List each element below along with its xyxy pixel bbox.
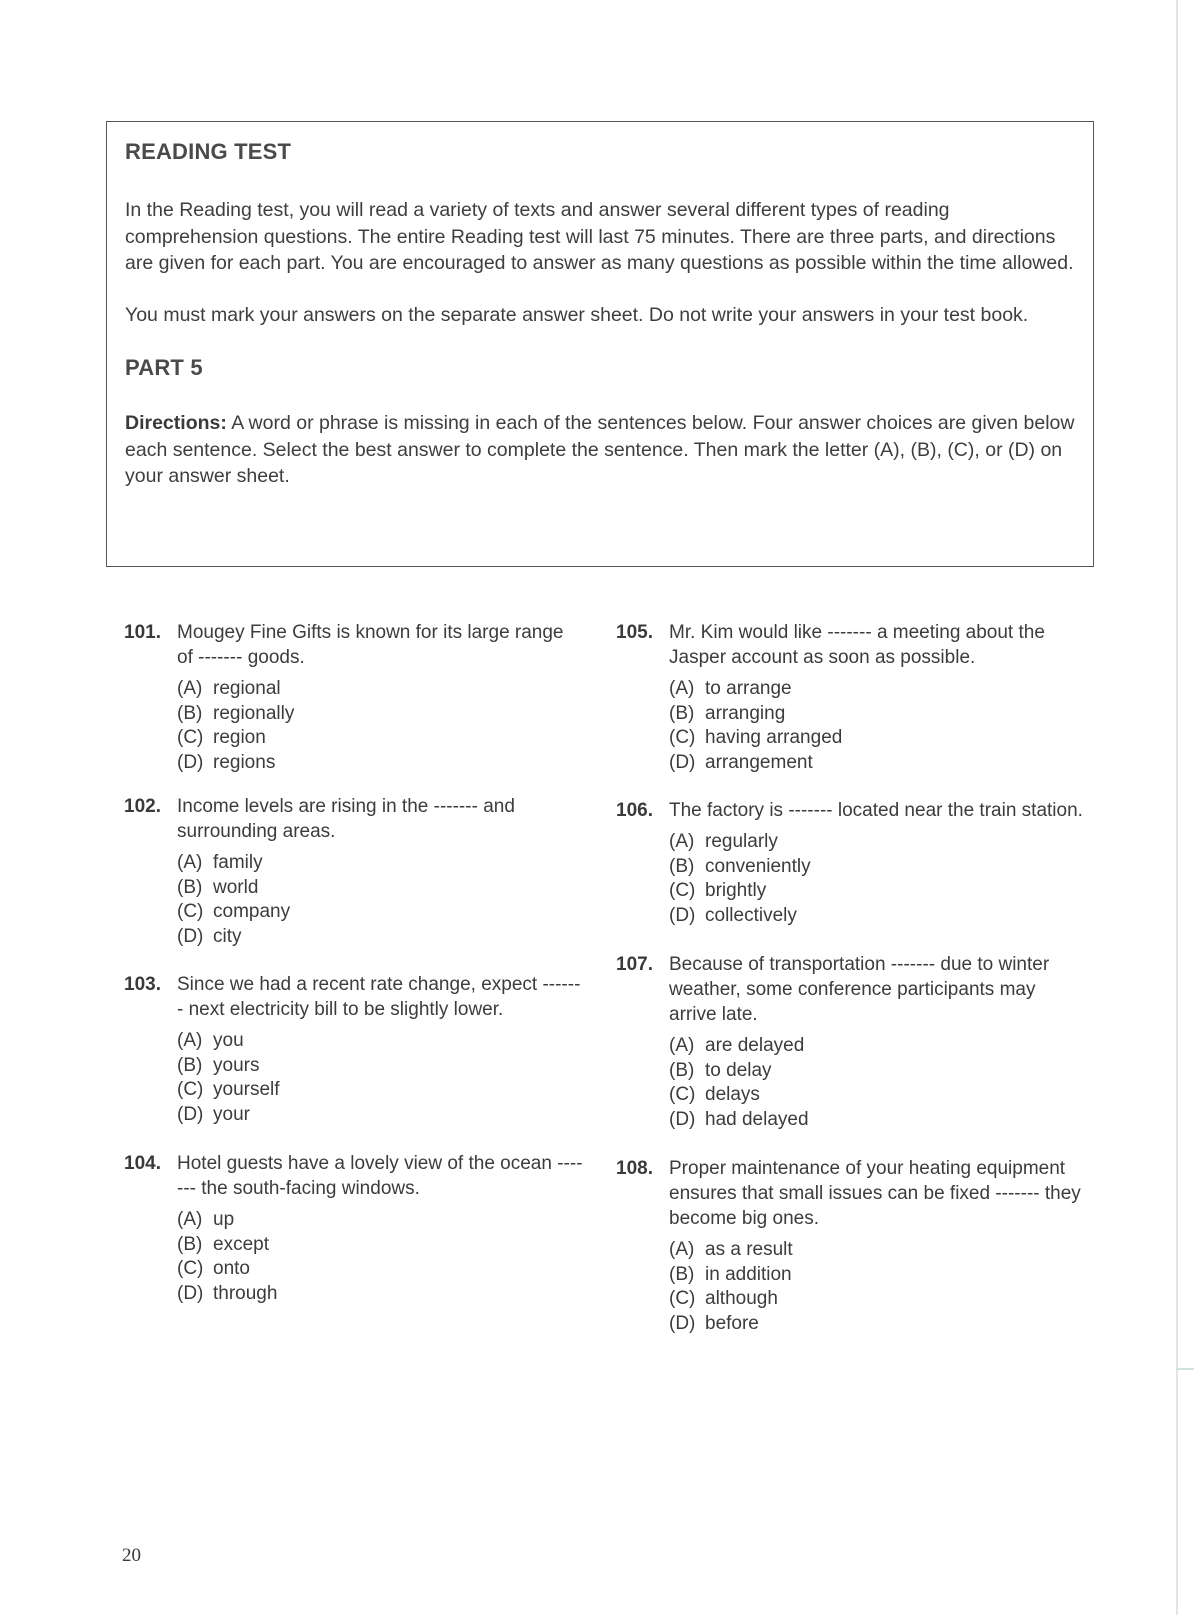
answer-option: [669, 1312, 1086, 1337]
question-101: [124, 620, 584, 775]
answer-option: [669, 1108, 1086, 1133]
question-number: 106.: [616, 800, 653, 821]
option-letter: (D): [177, 925, 204, 947]
option-letter: (D): [177, 751, 204, 773]
option-text: before: [705, 1312, 759, 1334]
question-text: Proper maintenance of your heating equipment ensures that small issues can be fixed ------- they become big ones.: [669, 1158, 1081, 1229]
option-text: as a result: [705, 1239, 793, 1260]
question-104: [124, 1151, 584, 1306]
answer-option: [177, 1282, 584, 1307]
option-letter: (C): [669, 880, 696, 901]
page-number: 20: [122, 1545, 141, 1566]
option-text: having arranged: [705, 727, 843, 748]
option-letter: (C): [177, 727, 204, 748]
answer-option: [177, 702, 584, 727]
reading-test-intro-box: [106, 121, 1094, 567]
option-letter: (C): [177, 1079, 204, 1100]
question-number: 107.: [616, 954, 653, 975]
option-text: yourself: [213, 1079, 280, 1100]
option-text: your: [213, 1103, 250, 1125]
option-letter: (C): [669, 1084, 696, 1105]
directions-paragraph: [125, 410, 1075, 490]
question-text: Hotel guests have a lovely view of the ocean ------- the south-facing windows.: [177, 1153, 583, 1199]
answer-option: [177, 1029, 584, 1054]
answer-option: [177, 1257, 584, 1282]
questions-right-column: [616, 620, 1086, 1357]
option-letter: (B): [669, 1059, 695, 1081]
option-letter: (D): [669, 1108, 696, 1130]
option-letter: (B): [669, 855, 695, 877]
option-letter: (A): [177, 678, 203, 699]
question-108: [616, 1156, 1086, 1336]
option-text: regional: [213, 678, 281, 699]
option-letter: (B): [177, 702, 203, 724]
option-text: city: [213, 925, 242, 947]
answer-option: [669, 1287, 1086, 1312]
answer-option: [177, 751, 584, 776]
answer-option: [669, 1059, 1086, 1084]
option-letter: (D): [177, 1282, 204, 1304]
option-text: up: [213, 1209, 235, 1230]
question-106: [616, 798, 1086, 928]
option-text: had delayed: [705, 1108, 809, 1130]
answer-option: [177, 1233, 584, 1258]
option-letter: (A): [669, 678, 695, 699]
question-number: 101.: [124, 622, 161, 643]
question-text: Mougey Fine Gifts is known for its large range of ------- goods.: [177, 622, 564, 668]
option-letter: (C): [177, 901, 204, 922]
option-text: yours: [213, 1054, 260, 1076]
answer-option: [669, 1083, 1086, 1108]
question-105: [616, 620, 1086, 775]
question-text: The factory is ------- located near the train station.: [669, 800, 1083, 821]
answer-option: [669, 879, 1086, 904]
option-text: collectively: [705, 904, 797, 926]
answer-option: [177, 726, 584, 751]
option-text: except: [213, 1233, 269, 1255]
question-107: [616, 952, 1086, 1132]
answer-option: [669, 830, 1086, 855]
option-text: regions: [213, 751, 276, 773]
option-letter: (D): [669, 751, 696, 773]
option-text: arrangement: [705, 751, 813, 773]
option-letter: (C): [177, 1258, 204, 1279]
option-letter: (C): [669, 1288, 696, 1309]
option-text: conveniently: [705, 855, 811, 877]
option-text: to arrange: [705, 678, 792, 699]
question-number: 103.: [124, 974, 161, 995]
option-text: are delayed: [705, 1035, 805, 1056]
intro-paragraph: In the Reading test, you will read a variety of texts and answer several different types of reading comprehension questions. The entire Reading test will last 75 minutes. There are three parts, and directions are given for each part. You are encouraged to answer as many questions as possible within the time allowed.: [125, 199, 1074, 274]
answer-option: [669, 855, 1086, 880]
option-text: in addition: [705, 1263, 792, 1285]
answer-option: [669, 1238, 1086, 1263]
answer-option: [669, 726, 1086, 751]
question-number: 102.: [124, 796, 161, 817]
answer-option: [177, 1208, 584, 1233]
option-text: brightly: [705, 880, 767, 901]
directions-text: A word or phrase is missing in each of the sentences below. Four answer choices are given below each sentence. Select the best answer to complete the sentence. Then mark the letter (A), (B), (C), or (D) on your answer sheet.: [125, 412, 1075, 487]
option-text: regionally: [213, 702, 295, 724]
question-text: Since we had a recent rate change, expect ------- next electricity bill to be slightly lower.: [177, 974, 581, 1020]
option-letter: (B): [669, 1263, 695, 1285]
option-letter: (A): [177, 1209, 203, 1230]
option-text: regularly: [705, 831, 778, 852]
answer-option: [669, 904, 1086, 929]
option-letter: (A): [177, 852, 203, 873]
answer-option: [669, 1034, 1086, 1059]
answer-option: [177, 876, 584, 901]
answer-option: [177, 851, 584, 876]
answer-option: [177, 677, 584, 702]
questions-left-column: [124, 620, 584, 1327]
answer-option: [669, 702, 1086, 727]
option-letter: (B): [177, 876, 203, 898]
option-text: delays: [705, 1084, 760, 1105]
option-letter: (D): [669, 1312, 696, 1334]
question-number: 108.: [616, 1158, 653, 1179]
answer-option: [177, 1078, 584, 1103]
option-text: onto: [213, 1258, 250, 1279]
option-letter: (C): [669, 727, 696, 748]
answer-option: [177, 925, 584, 950]
option-text: arranging: [705, 702, 786, 724]
option-text: through: [213, 1282, 278, 1304]
answer-option: [177, 900, 584, 925]
option-letter: (B): [669, 702, 695, 724]
option-letter: (D): [177, 1103, 204, 1125]
directions-label: Directions:: [125, 412, 227, 434]
question-text: Income levels are rising in the ------- and surrounding areas.: [177, 796, 515, 842]
option-letter: (A): [177, 1030, 203, 1051]
option-text: world: [213, 876, 259, 898]
answer-option: [669, 677, 1086, 702]
scan-edge-line: [1176, 0, 1178, 1615]
part-heading: PART 5: [125, 355, 203, 380]
option-letter: (A): [669, 1035, 695, 1056]
scan-edge-mark: [1176, 1368, 1194, 1370]
question-number: 104.: [124, 1153, 161, 1174]
option-text: you: [213, 1030, 244, 1051]
answer-option: [177, 1103, 584, 1128]
option-text: company: [213, 901, 291, 922]
question-102: [124, 794, 584, 949]
option-text: family: [213, 852, 263, 873]
question-103: [124, 972, 584, 1127]
answer-option: [669, 1263, 1086, 1288]
option-letter: (B): [177, 1054, 203, 1076]
option-text: region: [213, 727, 266, 748]
option-letter: (A): [669, 1239, 695, 1260]
option-letter: (B): [177, 1233, 203, 1255]
answer-sheet-instruction: You must mark your answers on the separate answer sheet. Do not write your answers in your test book.: [125, 303, 1029, 326]
question-number: 105.: [616, 622, 653, 643]
option-text: although: [705, 1288, 778, 1309]
answer-option: [177, 1054, 584, 1079]
option-letter: (A): [669, 831, 695, 852]
option-text: to delay: [705, 1059, 772, 1081]
answer-option: [669, 751, 1086, 776]
question-text: Mr. Kim would like ------- a meeting about the Jasper account as soon as possible.: [669, 622, 1045, 668]
question-text: Because of transportation ------- due to winter weather, some conference participants may arrive late.: [669, 954, 1050, 1025]
option-letter: (D): [669, 904, 696, 926]
reading-test-heading: READING TEST: [125, 139, 292, 164]
